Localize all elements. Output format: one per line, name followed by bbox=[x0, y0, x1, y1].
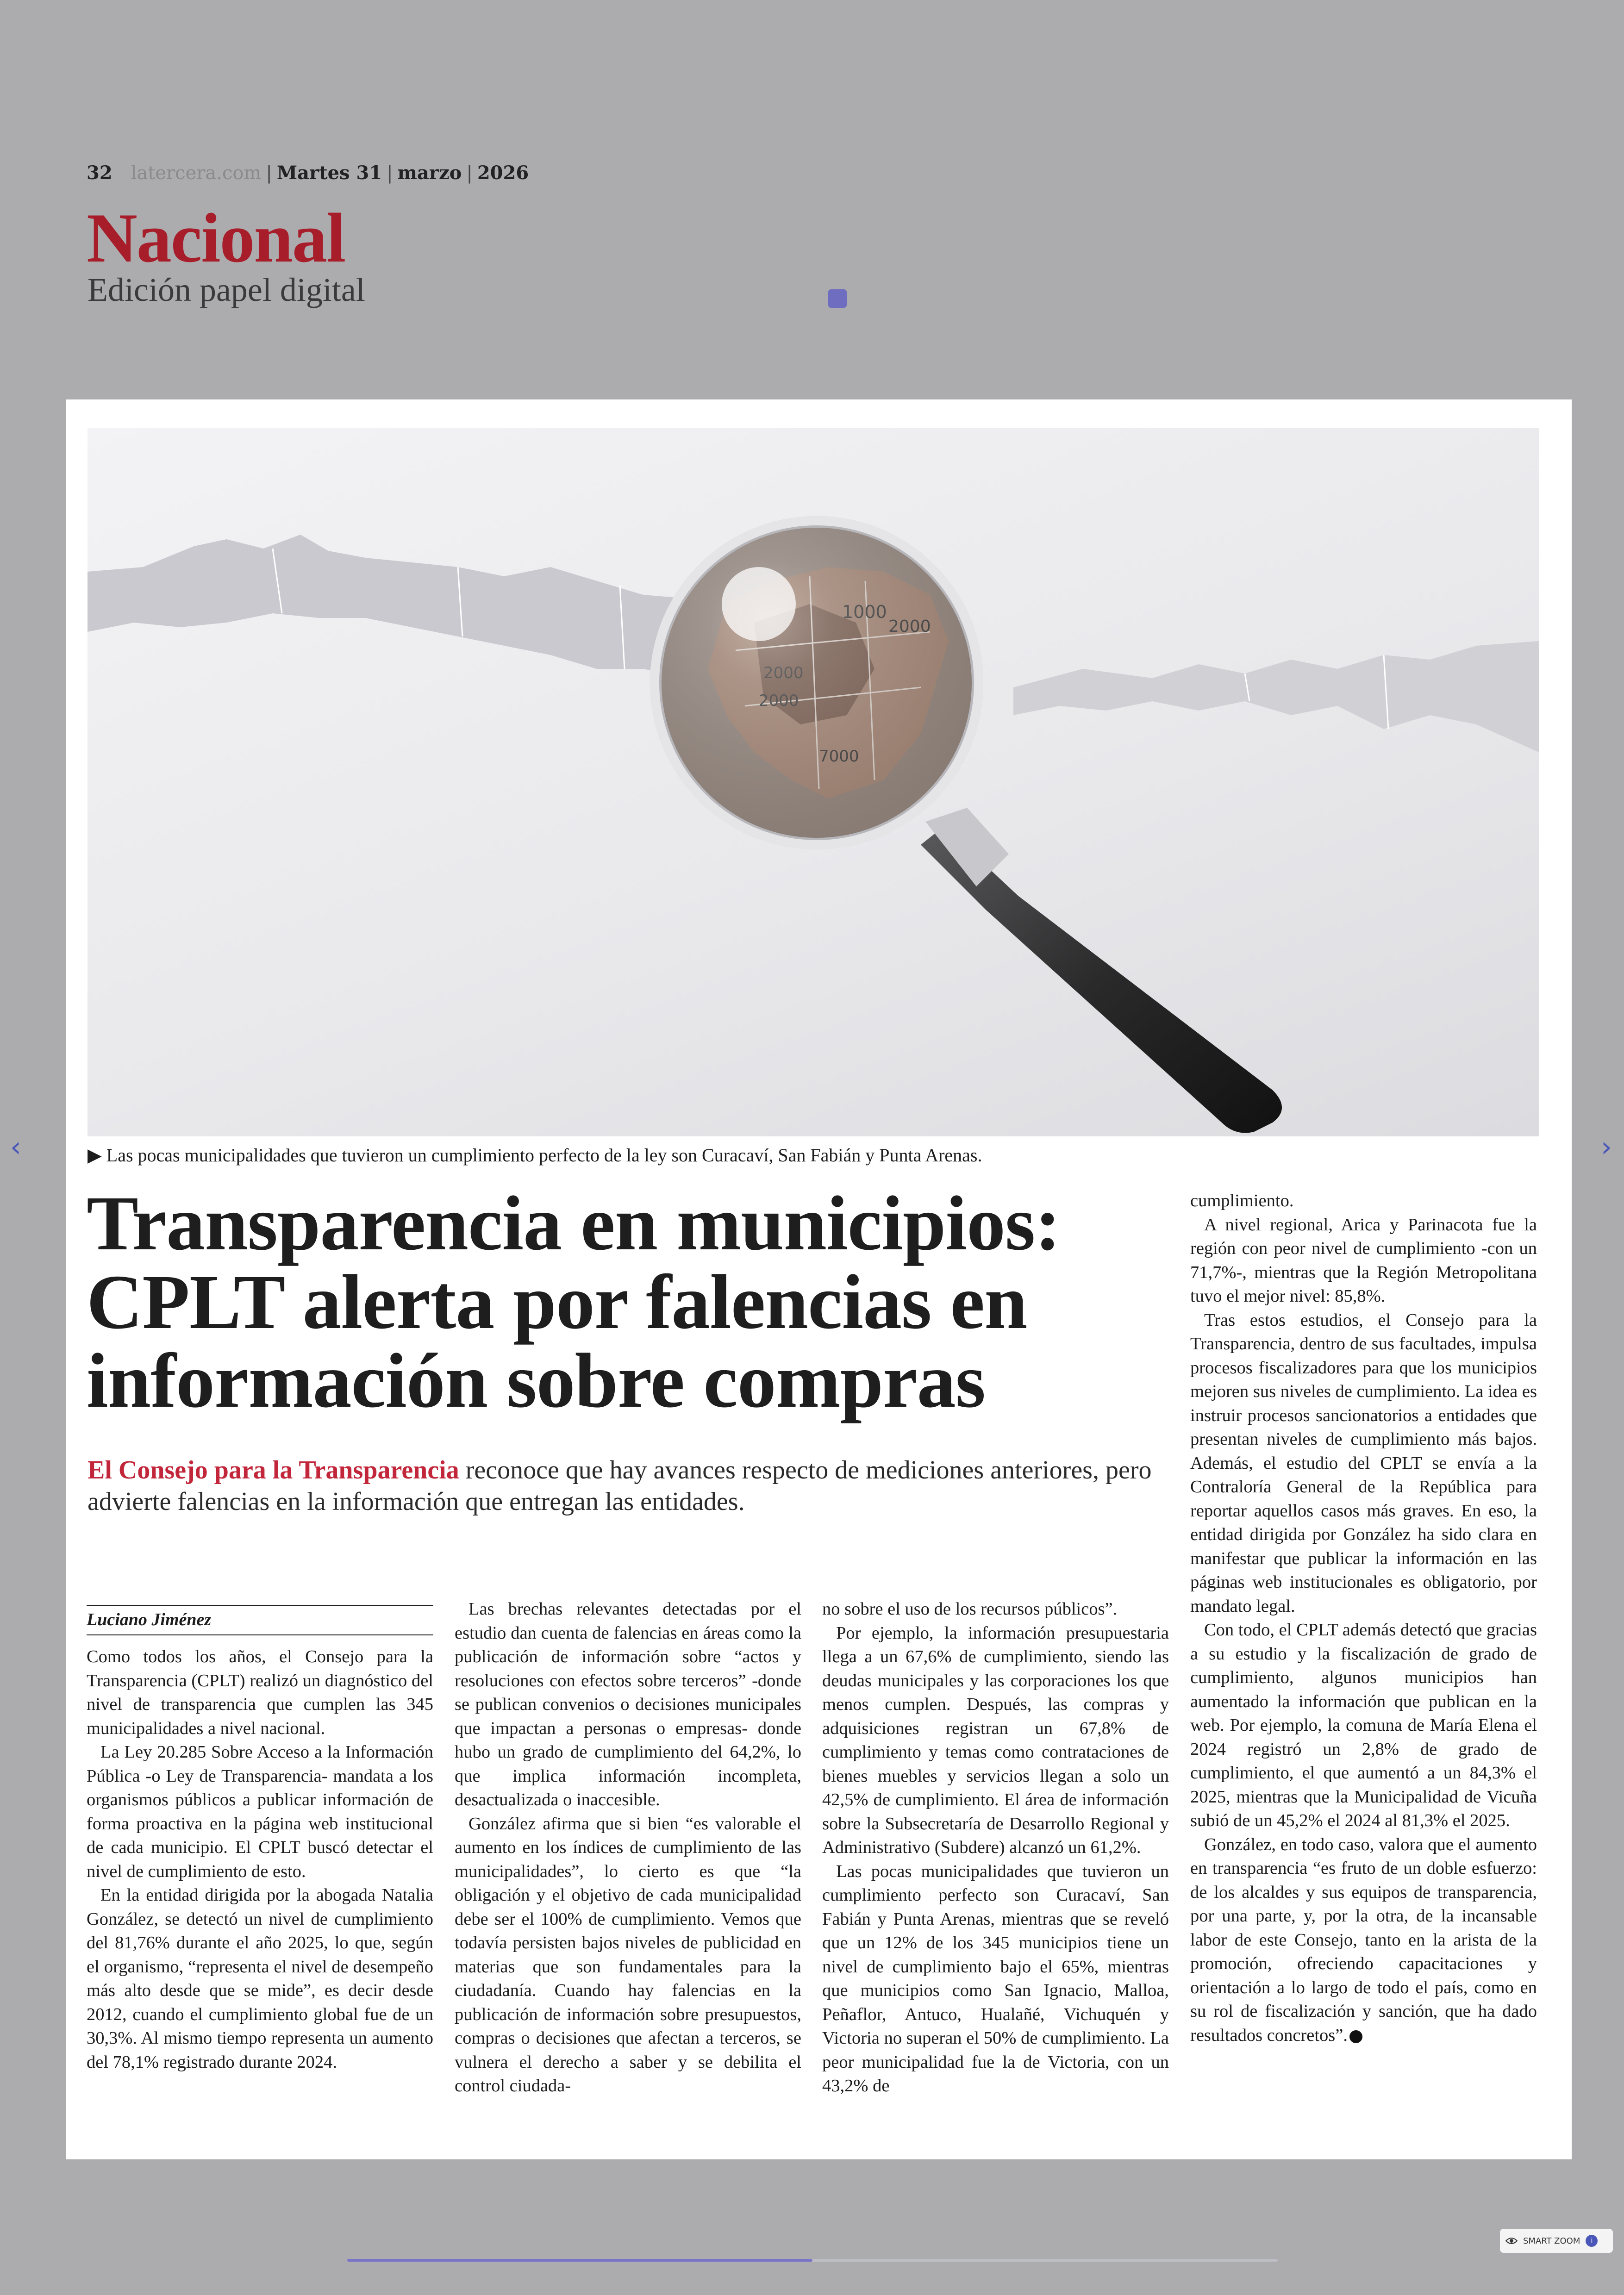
deck-lead: El Consejo para la Transparencia bbox=[87, 1456, 459, 1484]
map-label: 2000 bbox=[888, 617, 931, 636]
paragraph: A nivel regional, Arica y Parinacota fue la región con peor nivel de cumplimiento -con un 71,7%-, mientras que la Región Metropolitana tuvo el mejor nivel: 85,8%. bbox=[1190, 1215, 1537, 1306]
paragraph: La Ley 20.285 Sobre Acceso a la Información Pública -o Ley de Transparencia- mandata a los organismos públicos a publicar información de forma proactiva en la página web institucional de cada municipio. El CPLT buscó detectar el nivel de cumplimiento de esto. bbox=[87, 1742, 433, 1881]
paragraph: Las pocas municipalidades que tuvieron un cumplimiento perfecto son Curacaví, San Fabián y Punta Arenas, mientras que se reveló que un 12% de los 345 municipios tiene un nivel de cumplimiento bajo el 65%, mientras que municipios como San Ignacio, Malloa, Peñaflor, Antuco, Hualañé, Vichuquén y Victoria no superan el 50% de cumplimiento. La peor municipalidad fue la de Victoria, con un 43,2% de bbox=[822, 1861, 1169, 2095]
page-progress-fill bbox=[347, 2259, 812, 2262]
author-divider bbox=[87, 1634, 433, 1635]
separator: | bbox=[266, 162, 272, 184]
author-byline: Luciano Jiménez bbox=[87, 1610, 212, 1629]
paragraph: Por ejemplo, la información presupuestaria llega a un 67,6% de cumplimiento, siendo las deudas municipales y las corporaciones los que menos cumplen. Después, las compras y adquisiciones registran un 67,8% de cumplimiento y temas como contrataciones de bienes muebles y servicios llegan a solo un 42,5% de cumplimiento. El área de información sobre la Subsecretaría de Desarrollo Regional y Administrativo (Subdere) alcanzó un 61,2%. bbox=[822, 1623, 1169, 1857]
article-deck bbox=[87, 1454, 1152, 1517]
article-column-1 bbox=[87, 1645, 433, 2074]
newspaper-page bbox=[66, 399, 1572, 2159]
smart-zoom-button[interactable] bbox=[1500, 2229, 1613, 2253]
magnifier-map-illustration bbox=[87, 428, 1539, 1136]
caption-arrow-icon: ▶ bbox=[87, 1145, 102, 1166]
paragraph: En la entidad dirigida por la abogada Natalia González, se detectó un nivel de cumplimiento del 81,76% durante el año 2025, lo que, según el organismo, “representa el nivel de desempeño más alto desde que se mide”, es decir desde 2012, cuando el cumplimiento global fue de un 30,3%. Al mismo tiempo representa un aumento del 78,1% registrado durante 2024. bbox=[87, 1885, 433, 2072]
next-page-button[interactable]: › bbox=[1601, 1131, 1612, 1163]
date-month: marzo bbox=[397, 162, 462, 184]
previous-page-button[interactable]: ‹ bbox=[10, 1131, 21, 1163]
end-of-article-icon bbox=[1349, 2030, 1362, 2043]
paragraph: Las brechas relevantes detectadas por el estudio dan cuenta de falencias en áreas como la publicación de información sobre “actos y resoluciones con efectos sobre terceros” -donde se publican convenios o decisiones municipales que impactan a personas o empresas- donde hubo un grado de cumplimiento del 64,2%, lo que implica información incompleta, desactualizada o inaccesible. bbox=[455, 1599, 801, 1809]
paragraph: Con todo, el CPLT además detectó que gracias a su estudio y la fiscalización de grado de cumplimiento, algunos municipios han aumentado la información que publican en la web. Por ejemplo, la comuna de María Elena el 2024 registró un 2,8% de grado de cumplimiento, el que aumentó a un 84,3% el 2025, mientras que la Municipalidad de Vicuña subió de un 45,2% el 2024 al 81,3% el 2025. bbox=[1190, 1620, 1537, 1830]
photo-caption bbox=[87, 1144, 982, 1166]
paragraph: Como todos los años, el Consejo para la Transparencia (CPLT) realizó un diagnóstico del nivel de transparencia que cumplen las 345 municipalidades a nivel nacional. bbox=[87, 1647, 433, 1738]
smart-zoom-label: SMART ZOOM bbox=[1523, 2236, 1580, 2246]
eye-icon bbox=[1505, 2237, 1518, 2245]
page-progress-bar[interactable] bbox=[347, 2259, 1278, 2262]
paragraph: no sobre el uso de los recursos públicos”. bbox=[822, 1599, 1118, 1619]
separator: | bbox=[466, 162, 473, 184]
map-label: 2000 bbox=[763, 664, 804, 682]
paragraph: Tras estos estudios, el Consejo para la Transparencia, dentro de sus facultades, impulsa procesos fiscalizadores para que los municipios mejoren sus niveles de cumplimiento. La idea es instruir procesos sancionatorios a entidades que presentan niveles de cumplimiento más bajos. Además, el estudio del CPLT se envía a la Contraloría General de la República para reportar aquellos casos más graves. En eso, la entidad dirigida por González ha sido clara en manifestar que publicar la información en las páginas web institucionales es obligatorio, por mandato legal. bbox=[1190, 1310, 1537, 1616]
hero-photo bbox=[87, 428, 1539, 1136]
caption-text: Las pocas municipalidades que tuvieron un cumplimiento perfecto de la ley son Curacaví, San Fabián y Punta Arenas. bbox=[106, 1145, 982, 1166]
article-column-3 bbox=[822, 1597, 1169, 2098]
masthead-line bbox=[87, 162, 529, 184]
page-marker-icon[interactable] bbox=[828, 289, 847, 308]
info-badge-icon: i bbox=[1586, 2235, 1598, 2247]
paragraph-text: González, en todo caso, valora que el aumento en transparencia “es fruto de un doble esfuerzo: de los alcaldes y sus equipos de transparencia, por una parte, y, por la otra, de la incansable labor de este Consejo, tanto en la arista de la promoción, ofreciendo capacitaciones y orientación a lo largo de todo el país, como en su rol de fiscalización y sanción, que ha dado resultados concretos”. bbox=[1190, 1834, 1537, 2045]
map-label: 2000 bbox=[759, 692, 799, 710]
date-year: 2026 bbox=[477, 162, 529, 184]
date-day: Martes 31 bbox=[276, 162, 382, 184]
article-column-2 bbox=[455, 1597, 801, 2098]
paragraph bbox=[1190, 1833, 1537, 2048]
page-number: 32 bbox=[87, 162, 112, 184]
article-headline: Transparencia en municipios: CPLT alerta por falencias en información sobre compras bbox=[87, 1180, 1061, 1424]
paragraph: González afirma que si bien “es valorable el aumento en los índices de cumplimiento de las municipalidades”, lo cierto es que “la obligación y el objetivo de cada municipalidad debe ser el 100% de cumplimiento. Vemos que todavía persisten bajos niveles de publicidad en materias que son fundamentales para la ciudadanía. Cuando hay falencias en la publicación de información sobre presupuestos, compras o decisiones que afectan a terceros, se vulnera el derecho a saber y se debilita el control ciudada- bbox=[455, 1814, 801, 2095]
edition-subtitle: Edición papel digital bbox=[87, 271, 365, 308]
separator: | bbox=[387, 162, 393, 184]
deck-text: reconoce que hay avances respecto de mediciones anteriores, pero advierte falencias en la información que entregan las entidades. bbox=[87, 1456, 1152, 1516]
map-label: 7000 bbox=[819, 747, 859, 766]
site-name: latercera.com bbox=[131, 162, 262, 184]
paragraph: cumplimiento. bbox=[1190, 1191, 1294, 1210]
map-label: 1000 bbox=[842, 602, 887, 622]
article-column-4 bbox=[1190, 1189, 1537, 2047]
section-title: Nacional bbox=[87, 199, 345, 277]
author-divider bbox=[87, 1605, 433, 1606]
